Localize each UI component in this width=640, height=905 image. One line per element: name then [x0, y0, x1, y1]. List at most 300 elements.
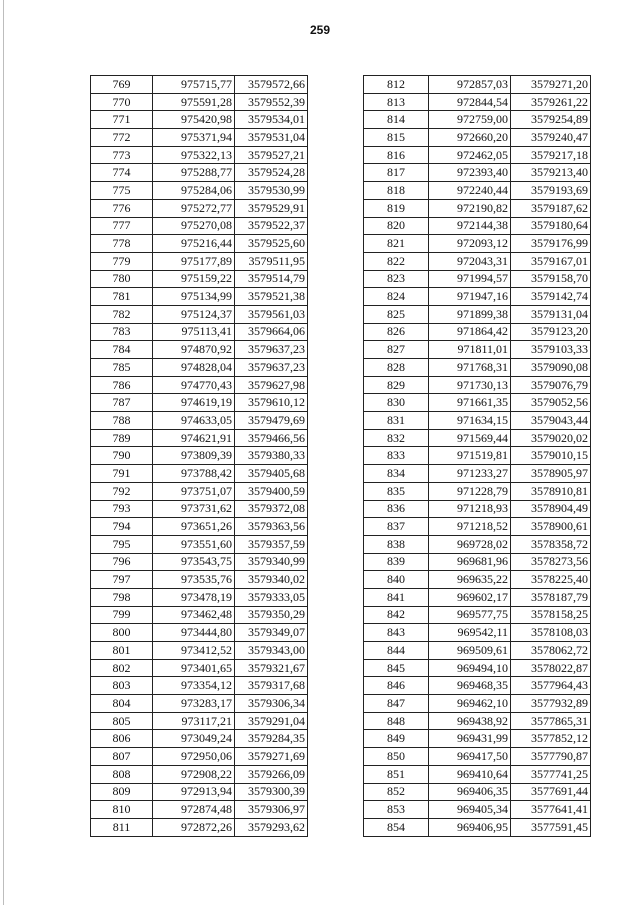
table-row — [91, 642, 308, 660]
x-coordinate-cell: 973444,80 — [153, 624, 235, 642]
point-number-cell: 785 — [91, 359, 153, 377]
table-row — [91, 93, 308, 111]
x-coordinate-cell: 969417,50 — [429, 748, 511, 766]
table-row — [91, 553, 308, 571]
y-coordinate-cell: 3579610,12 — [235, 394, 308, 412]
table-row — [364, 588, 591, 606]
x-coordinate-cell: 971634,15 — [429, 412, 511, 430]
x-coordinate-cell: 973412,52 — [153, 642, 235, 660]
x-coordinate-cell: 971218,93 — [429, 500, 511, 518]
table-row — [364, 783, 591, 801]
x-coordinate-cell: 969431,99 — [429, 730, 511, 748]
y-coordinate-cell: 3579527,21 — [235, 146, 308, 164]
table-row — [91, 288, 308, 306]
x-coordinate-cell: 973731,62 — [153, 500, 235, 518]
y-coordinate-cell: 3579561,03 — [235, 305, 308, 323]
y-coordinate-cell: 3578900,61 — [511, 518, 591, 536]
x-coordinate-cell: 969494,10 — [429, 659, 511, 677]
y-coordinate-cell: 3579530,99 — [235, 182, 308, 200]
x-coordinate-cell: 971864,42 — [429, 323, 511, 341]
table-row — [91, 341, 308, 359]
table-row — [364, 235, 591, 253]
table-row — [364, 518, 591, 536]
table-row — [91, 111, 308, 129]
table-row — [364, 818, 591, 836]
x-coordinate-cell: 969468,35 — [429, 677, 511, 695]
point-number-cell: 776 — [91, 199, 153, 217]
point-number-cell: 852 — [364, 783, 429, 801]
point-number-cell: 771 — [91, 111, 153, 129]
point-number-cell: 801 — [91, 642, 153, 660]
x-coordinate-cell: 972913,94 — [153, 783, 235, 801]
table-row — [91, 482, 308, 500]
point-number-cell: 818 — [364, 182, 429, 200]
y-coordinate-cell: 3579254,89 — [511, 111, 591, 129]
point-number-cell: 853 — [364, 801, 429, 819]
table-row — [364, 146, 591, 164]
x-coordinate-cell: 975124,37 — [153, 305, 235, 323]
point-number-cell: 800 — [91, 624, 153, 642]
x-coordinate-cell: 972872,26 — [153, 818, 235, 836]
table-row — [364, 659, 591, 677]
point-number-cell: 811 — [91, 818, 153, 836]
x-coordinate-cell: 972393,40 — [429, 164, 511, 182]
x-coordinate-cell: 973551,60 — [153, 535, 235, 553]
x-coordinate-cell: 971228,79 — [429, 482, 511, 500]
y-coordinate-cell: 3579333,05 — [235, 588, 308, 606]
table-row — [364, 305, 591, 323]
x-coordinate-cell: 972240,44 — [429, 182, 511, 200]
x-coordinate-cell: 974770,43 — [153, 376, 235, 394]
y-coordinate-cell: 3579521,38 — [235, 288, 308, 306]
x-coordinate-cell: 972759,00 — [429, 111, 511, 129]
table-row — [364, 429, 591, 447]
y-coordinate-cell: 3579271,69 — [235, 748, 308, 766]
table-row — [364, 394, 591, 412]
y-coordinate-cell: 3579637,23 — [235, 341, 308, 359]
table-row — [364, 500, 591, 518]
y-coordinate-cell: 3579240,47 — [511, 129, 591, 147]
x-coordinate-cell: 975288,77 — [153, 164, 235, 182]
point-number-cell: 847 — [364, 695, 429, 713]
y-coordinate-cell: 3578358,72 — [511, 535, 591, 553]
point-number-cell: 830 — [364, 394, 429, 412]
y-coordinate-cell: 3579193,69 — [511, 182, 591, 200]
table-row — [91, 748, 308, 766]
point-number-cell: 798 — [91, 588, 153, 606]
y-coordinate-cell: 3579076,79 — [511, 376, 591, 394]
x-coordinate-cell: 974828,04 — [153, 359, 235, 377]
point-number-cell: 803 — [91, 677, 153, 695]
y-coordinate-cell: 3578187,79 — [511, 588, 591, 606]
point-number-cell: 848 — [364, 712, 429, 730]
y-coordinate-cell: 3579291,04 — [235, 712, 308, 730]
point-number-cell: 817 — [364, 164, 429, 182]
x-coordinate-cell: 972874,48 — [153, 801, 235, 819]
point-number-cell: 807 — [91, 748, 153, 766]
x-coordinate-cell: 975371,94 — [153, 129, 235, 147]
y-coordinate-cell: 3579180,64 — [511, 217, 591, 235]
y-coordinate-cell: 3579529,91 — [235, 199, 308, 217]
table-row — [364, 341, 591, 359]
x-coordinate-cell: 975159,22 — [153, 270, 235, 288]
table-row — [364, 76, 591, 94]
x-coordinate-cell: 975272,77 — [153, 199, 235, 217]
x-coordinate-cell: 971661,35 — [429, 394, 511, 412]
y-coordinate-cell: 3577964,43 — [511, 677, 591, 695]
x-coordinate-cell: 969410,64 — [429, 765, 511, 783]
y-coordinate-cell: 3579043,44 — [511, 412, 591, 430]
x-coordinate-cell: 971218,52 — [429, 518, 511, 536]
point-number-cell: 809 — [91, 783, 153, 801]
point-number-cell: 829 — [364, 376, 429, 394]
x-coordinate-cell: 973401,65 — [153, 659, 235, 677]
point-number-cell: 822 — [364, 252, 429, 270]
point-number-cell: 792 — [91, 482, 153, 500]
point-number-cell: 777 — [91, 217, 153, 235]
point-number-cell: 781 — [91, 288, 153, 306]
point-number-cell: 823 — [364, 270, 429, 288]
x-coordinate-cell: 975715,77 — [153, 76, 235, 94]
point-number-cell: 779 — [91, 252, 153, 270]
y-coordinate-cell: 3579306,97 — [235, 801, 308, 819]
x-coordinate-cell: 969728,02 — [429, 535, 511, 553]
y-coordinate-cell: 3579020,02 — [511, 429, 591, 447]
table-row — [364, 412, 591, 430]
table-row — [91, 500, 308, 518]
x-coordinate-cell: 972190,82 — [429, 199, 511, 217]
y-coordinate-cell: 3579524,28 — [235, 164, 308, 182]
y-coordinate-cell: 3579213,40 — [511, 164, 591, 182]
y-coordinate-cell: 3579405,68 — [235, 465, 308, 483]
x-coordinate-cell: 972844,54 — [429, 93, 511, 111]
y-coordinate-cell: 3577741,25 — [511, 765, 591, 783]
x-coordinate-cell: 973478,19 — [153, 588, 235, 606]
y-coordinate-cell: 3579479,69 — [235, 412, 308, 430]
table-row — [364, 535, 591, 553]
x-coordinate-cell: 972462,05 — [429, 146, 511, 164]
table-body-right — [364, 76, 591, 837]
y-coordinate-cell: 3579340,02 — [235, 571, 308, 589]
table-row — [91, 359, 308, 377]
y-coordinate-cell: 3578905,97 — [511, 465, 591, 483]
table-row — [364, 182, 591, 200]
y-coordinate-cell: 3579217,18 — [511, 146, 591, 164]
table-row — [91, 199, 308, 217]
table-row — [364, 199, 591, 217]
point-number-cell: 843 — [364, 624, 429, 642]
y-coordinate-cell: 3577852,12 — [511, 730, 591, 748]
y-coordinate-cell: 3579534,01 — [235, 111, 308, 129]
x-coordinate-cell: 973809,39 — [153, 447, 235, 465]
y-coordinate-cell: 3579187,62 — [511, 199, 591, 217]
point-number-cell: 808 — [91, 765, 153, 783]
x-coordinate-cell: 973788,42 — [153, 465, 235, 483]
point-number-cell: 793 — [91, 500, 153, 518]
point-number-cell: 816 — [364, 146, 429, 164]
table-row — [91, 447, 308, 465]
table-row — [364, 606, 591, 624]
x-coordinate-cell: 969406,95 — [429, 818, 511, 836]
x-coordinate-cell: 972093,12 — [429, 235, 511, 253]
table-row — [91, 252, 308, 270]
point-number-cell: 831 — [364, 412, 429, 430]
table-row — [91, 235, 308, 253]
y-coordinate-cell: 3578062,72 — [511, 642, 591, 660]
point-number-cell: 836 — [364, 500, 429, 518]
y-coordinate-cell: 3579300,39 — [235, 783, 308, 801]
table-row — [364, 93, 591, 111]
table-row — [91, 412, 308, 430]
table-row — [91, 429, 308, 447]
x-coordinate-cell: 975177,89 — [153, 252, 235, 270]
coordinates-table-left — [90, 75, 308, 837]
y-coordinate-cell: 3579627,98 — [235, 376, 308, 394]
x-coordinate-cell: 973117,21 — [153, 712, 235, 730]
x-coordinate-cell: 975216,44 — [153, 235, 235, 253]
point-number-cell: 819 — [364, 199, 429, 217]
point-number-cell: 821 — [364, 235, 429, 253]
point-number-cell: 806 — [91, 730, 153, 748]
point-number-cell: 782 — [91, 305, 153, 323]
y-coordinate-cell: 3579010,15 — [511, 447, 591, 465]
y-coordinate-cell: 3579522,37 — [235, 217, 308, 235]
table-row — [91, 659, 308, 677]
point-number-cell: 835 — [364, 482, 429, 500]
table-row — [364, 695, 591, 713]
x-coordinate-cell: 972857,03 — [429, 76, 511, 94]
page-number: 259 — [309, 23, 331, 37]
y-coordinate-cell: 3579572,66 — [235, 76, 308, 94]
x-coordinate-cell: 969406,35 — [429, 783, 511, 801]
point-number-cell: 824 — [364, 288, 429, 306]
y-coordinate-cell: 3579321,67 — [235, 659, 308, 677]
table-row — [364, 765, 591, 783]
point-number-cell: 778 — [91, 235, 153, 253]
table-row — [91, 270, 308, 288]
table-row — [91, 695, 308, 713]
y-coordinate-cell: 3577641,41 — [511, 801, 591, 819]
y-coordinate-cell: 3579363,56 — [235, 518, 308, 536]
x-coordinate-cell: 974621,91 — [153, 429, 235, 447]
point-number-cell: 810 — [91, 801, 153, 819]
x-coordinate-cell: 975113,41 — [153, 323, 235, 341]
x-coordinate-cell: 969462,10 — [429, 695, 511, 713]
point-number-cell: 833 — [364, 447, 429, 465]
x-coordinate-cell: 969509,61 — [429, 642, 511, 660]
x-coordinate-cell: 973049,24 — [153, 730, 235, 748]
table-row — [364, 801, 591, 819]
point-number-cell: 854 — [364, 818, 429, 836]
x-coordinate-cell: 969681,96 — [429, 553, 511, 571]
point-number-cell: 780 — [91, 270, 153, 288]
x-coordinate-cell: 971768,31 — [429, 359, 511, 377]
y-coordinate-cell: 3579357,59 — [235, 535, 308, 553]
table-row — [91, 624, 308, 642]
point-number-cell: 832 — [364, 429, 429, 447]
table-row — [364, 129, 591, 147]
x-coordinate-cell: 972043,31 — [429, 252, 511, 270]
y-coordinate-cell: 3579343,00 — [235, 642, 308, 660]
point-number-cell: 794 — [91, 518, 153, 536]
point-number-cell: 769 — [91, 76, 153, 94]
x-coordinate-cell: 971519,81 — [429, 447, 511, 465]
point-number-cell: 813 — [364, 93, 429, 111]
x-coordinate-cell: 975284,06 — [153, 182, 235, 200]
table-row — [364, 730, 591, 748]
point-number-cell: 796 — [91, 553, 153, 571]
y-coordinate-cell: 3579052,56 — [511, 394, 591, 412]
y-coordinate-cell: 3579350,29 — [235, 606, 308, 624]
point-number-cell: 812 — [364, 76, 429, 94]
table-row — [364, 376, 591, 394]
x-coordinate-cell: 973283,17 — [153, 695, 235, 713]
point-number-cell: 814 — [364, 111, 429, 129]
x-coordinate-cell: 973354,12 — [153, 677, 235, 695]
point-number-cell: 827 — [364, 341, 429, 359]
point-number-cell: 815 — [364, 129, 429, 147]
table-body-left — [91, 76, 308, 837]
table-row — [91, 765, 308, 783]
point-number-cell: 839 — [364, 553, 429, 571]
y-coordinate-cell: 3579306,34 — [235, 695, 308, 713]
point-number-cell: 851 — [364, 765, 429, 783]
x-coordinate-cell: 974619,19 — [153, 394, 235, 412]
table-row — [91, 606, 308, 624]
table-row — [364, 288, 591, 306]
x-coordinate-cell: 969438,92 — [429, 712, 511, 730]
y-coordinate-cell: 3579466,56 — [235, 429, 308, 447]
point-number-cell: 845 — [364, 659, 429, 677]
table-row — [364, 270, 591, 288]
x-coordinate-cell: 975591,28 — [153, 93, 235, 111]
point-number-cell: 805 — [91, 712, 153, 730]
table-row — [364, 482, 591, 500]
y-coordinate-cell: 3579340,99 — [235, 553, 308, 571]
point-number-cell: 841 — [364, 588, 429, 606]
y-coordinate-cell: 3579261,22 — [511, 93, 591, 111]
table-row — [91, 730, 308, 748]
table-row — [91, 129, 308, 147]
point-number-cell: 784 — [91, 341, 153, 359]
table-row — [91, 465, 308, 483]
y-coordinate-cell: 3578158,25 — [511, 606, 591, 624]
table-row — [91, 217, 308, 235]
table-row — [364, 748, 591, 766]
x-coordinate-cell: 975270,08 — [153, 217, 235, 235]
x-coordinate-cell: 973651,26 — [153, 518, 235, 536]
x-coordinate-cell: 971994,57 — [429, 270, 511, 288]
y-coordinate-cell: 3579271,20 — [511, 76, 591, 94]
point-number-cell: 774 — [91, 164, 153, 182]
table-row — [91, 182, 308, 200]
point-number-cell: 773 — [91, 146, 153, 164]
point-number-cell: 828 — [364, 359, 429, 377]
x-coordinate-cell: 973751,07 — [153, 482, 235, 500]
x-coordinate-cell: 973543,75 — [153, 553, 235, 571]
table-row — [91, 394, 308, 412]
x-coordinate-cell: 975322,13 — [153, 146, 235, 164]
point-number-cell: 849 — [364, 730, 429, 748]
y-coordinate-cell: 3579400,59 — [235, 482, 308, 500]
x-coordinate-cell: 974633,05 — [153, 412, 235, 430]
coordinates-table-right — [363, 75, 591, 837]
point-number-cell: 850 — [364, 748, 429, 766]
x-coordinate-cell: 972950,06 — [153, 748, 235, 766]
y-coordinate-cell: 3578108,03 — [511, 624, 591, 642]
y-coordinate-cell: 3579349,07 — [235, 624, 308, 642]
table-row — [91, 323, 308, 341]
point-number-cell: 826 — [364, 323, 429, 341]
y-coordinate-cell: 3579284,35 — [235, 730, 308, 748]
point-number-cell: 837 — [364, 518, 429, 536]
x-coordinate-cell: 974870,92 — [153, 341, 235, 359]
scan-edge-line — [3, 0, 4, 905]
y-coordinate-cell: 3579664,06 — [235, 323, 308, 341]
point-number-cell: 799 — [91, 606, 153, 624]
table-row — [364, 677, 591, 695]
table-row — [364, 571, 591, 589]
point-number-cell: 795 — [91, 535, 153, 553]
table-row — [91, 164, 308, 182]
x-coordinate-cell: 973535,76 — [153, 571, 235, 589]
point-number-cell: 797 — [91, 571, 153, 589]
y-coordinate-cell: 3578910,81 — [511, 482, 591, 500]
x-coordinate-cell: 971569,44 — [429, 429, 511, 447]
table-row — [91, 783, 308, 801]
y-coordinate-cell: 3579293,62 — [235, 818, 308, 836]
x-coordinate-cell: 969602,17 — [429, 588, 511, 606]
x-coordinate-cell: 971899,38 — [429, 305, 511, 323]
point-number-cell: 846 — [364, 677, 429, 695]
x-coordinate-cell: 971947,16 — [429, 288, 511, 306]
table-row — [364, 553, 591, 571]
y-coordinate-cell: 3579103,33 — [511, 341, 591, 359]
y-coordinate-cell: 3579514,79 — [235, 270, 308, 288]
y-coordinate-cell: 3577932,89 — [511, 695, 591, 713]
table-row — [364, 323, 591, 341]
y-coordinate-cell: 3577691,44 — [511, 783, 591, 801]
y-coordinate-cell: 3579090,08 — [511, 359, 591, 377]
table-row — [91, 801, 308, 819]
y-coordinate-cell: 3579525,60 — [235, 235, 308, 253]
point-number-cell: 842 — [364, 606, 429, 624]
y-coordinate-cell: 3579167,01 — [511, 252, 591, 270]
table-row — [364, 252, 591, 270]
point-number-cell: 772 — [91, 129, 153, 147]
table-row — [364, 465, 591, 483]
point-number-cell: 838 — [364, 535, 429, 553]
table-row — [91, 518, 308, 536]
y-coordinate-cell: 3579131,04 — [511, 305, 591, 323]
y-coordinate-cell: 3579142,74 — [511, 288, 591, 306]
point-number-cell: 788 — [91, 412, 153, 430]
x-coordinate-cell: 969542,11 — [429, 624, 511, 642]
point-number-cell: 844 — [364, 642, 429, 660]
table-row — [364, 624, 591, 642]
table-row — [91, 571, 308, 589]
point-number-cell: 791 — [91, 465, 153, 483]
table-row — [364, 111, 591, 129]
x-coordinate-cell: 972908,22 — [153, 765, 235, 783]
y-coordinate-cell: 3579372,08 — [235, 500, 308, 518]
x-coordinate-cell: 975134,99 — [153, 288, 235, 306]
y-coordinate-cell: 3578022,87 — [511, 659, 591, 677]
point-number-cell: 834 — [364, 465, 429, 483]
x-coordinate-cell: 973462,48 — [153, 606, 235, 624]
point-number-cell: 775 — [91, 182, 153, 200]
point-number-cell: 770 — [91, 93, 153, 111]
